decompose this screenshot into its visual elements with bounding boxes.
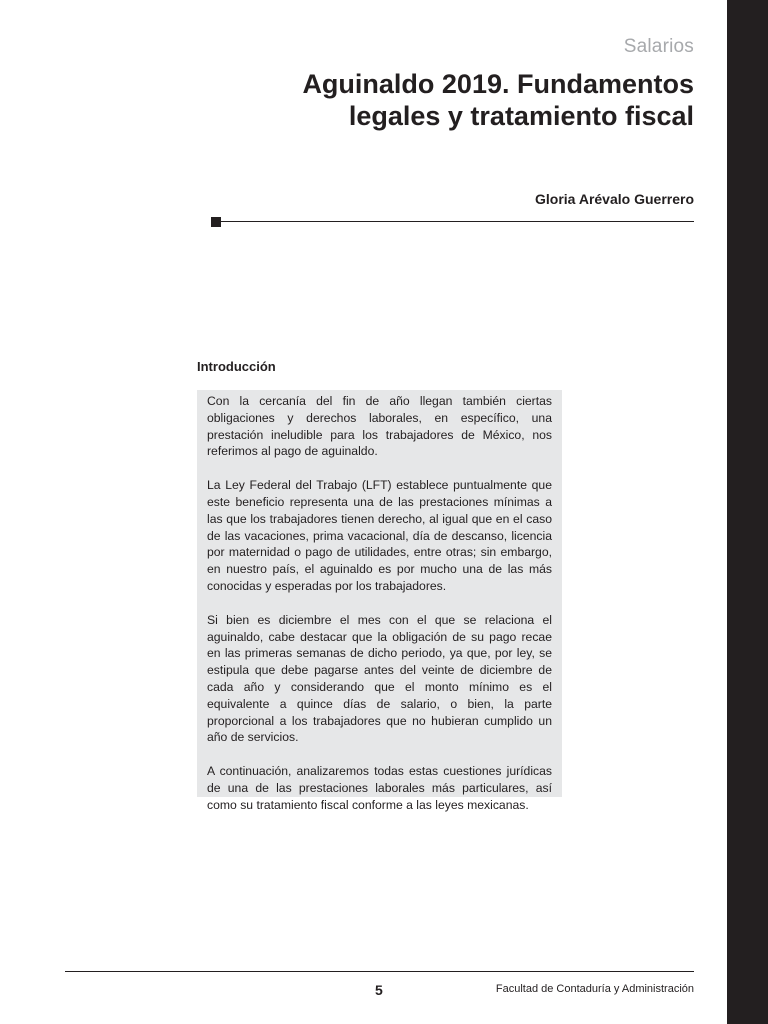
article-title <box>234 68 694 132</box>
title-line-2: legales y tratamiento fiscal <box>348 101 694 131</box>
section-label: Salarios <box>623 36 694 57</box>
right-edge-band <box>727 0 768 1024</box>
page-number: 5 <box>375 982 383 998</box>
intro-heading: Introducción <box>197 359 276 374</box>
header-divider-line <box>221 221 694 222</box>
footer-institution: Facultad de Contaduría y Administración <box>495 983 694 995</box>
intro-paragraph-2: La Ley Federal del Trabajo (LFT) establece puntualmente que este beneficio representa una de las prestaciones mínimas a las que los trabajadores tienen derecho, al igual que en el caso de las vacaciones, prima vacacional, día de descanso, licencia por maternidad o pago de utilidades, entre otras; sin embargo, en nuestro país, el aguinaldo es por mucho una de las más conocidas y esperadas por los trabajadores. <box>207 478 552 593</box>
intro-text-box <box>197 390 562 812</box>
intro-paragraph-4: A continuación, analizaremos todas estas cuestiones jurídicas de una de las prestaciones laborales más particulares, así como su tratamiento fiscal conforme a las leyes mexicanas. <box>207 764 552 812</box>
footer-rule <box>65 971 694 972</box>
title-line-1: Aguinaldo 2019. Fundamentos <box>302 69 694 99</box>
intro-paragraph-3: Si bien es diciembre el mes con el que se relaciona el aguinaldo, cabe destacar que la obligación de su pago recae en las primeras semanas de dicho periodo, ya que, por ley, se estipula que debe pagarse antes del veinte de diciembre de cada año y considerando que el monto mínimo es el equivalente a quince días de salario, o bien, la parte proporcional a los trabajadores que no hubieran cumplido un año de servicios. <box>207 612 552 745</box>
divider-square-marker <box>211 217 221 227</box>
intro-paragraph-1: Con la cercanía del fin de año llegan también ciertas obligaciones y derechos laborales, en específico, una prestación ineludible para los trabajadores de México, nos referimos al pago de aguinaldo. <box>207 394 552 459</box>
author-name: Gloria Arévalo Guerrero <box>535 191 694 207</box>
